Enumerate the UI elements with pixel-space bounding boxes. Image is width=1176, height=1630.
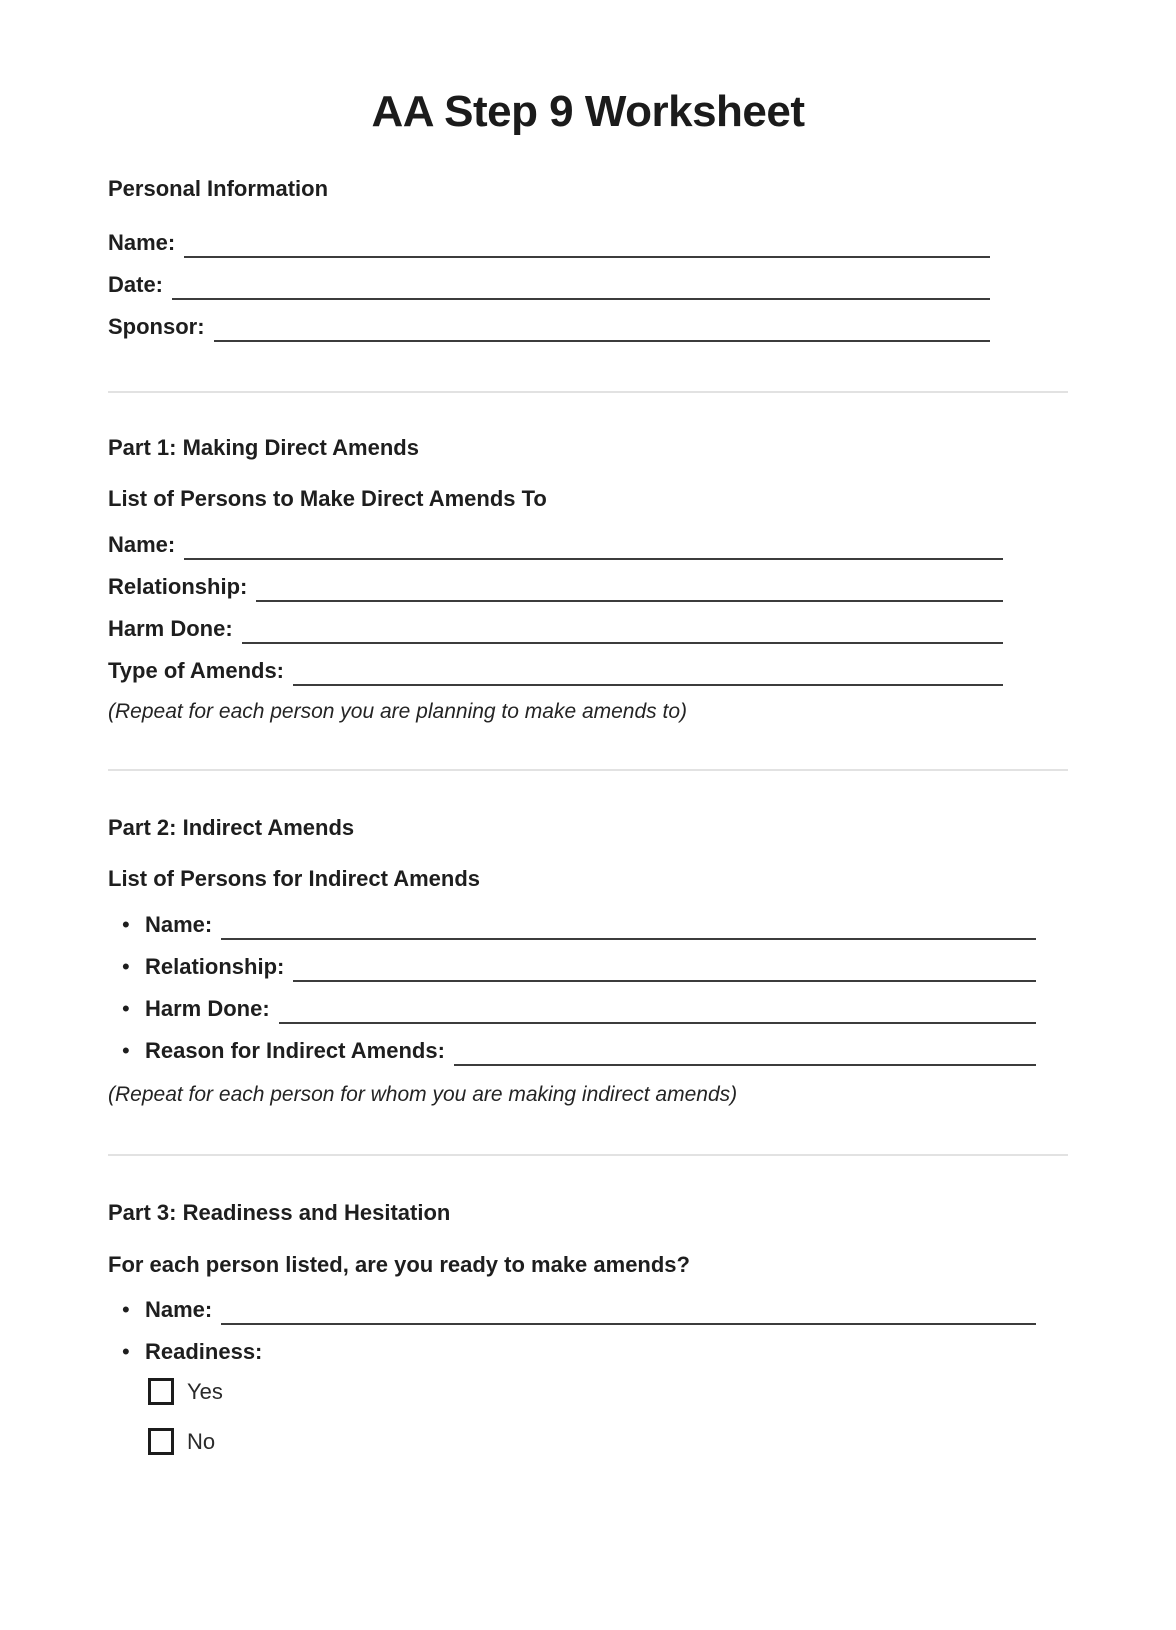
part1-name-input-line[interactable] — [184, 538, 1003, 560]
personal-date-field — [108, 274, 1068, 296]
readiness-yes-checkbox[interactable] — [148, 1378, 174, 1405]
part1-relationship-label: Relationship: — [108, 574, 248, 599]
bullet-icon: • — [122, 912, 130, 937]
part1-harm-done-input-line[interactable] — [242, 622, 1003, 644]
part1-harm-done-label: Harm Done: — [108, 616, 233, 641]
part3-name-input-line[interactable] — [221, 1303, 1036, 1325]
personal-sponsor-field — [108, 316, 1068, 338]
part2-repeat-note: (Repeat for each person for whom you are making indirect amends) — [108, 1083, 738, 1106]
part1-type-of-amends-label: Type of Amends: — [108, 658, 285, 683]
part2-harm-done-label: Harm Done: — [145, 996, 270, 1021]
part1-heading: Part 1: Making Direct Amends — [108, 435, 419, 460]
personal-date-input-line[interactable] — [172, 278, 990, 300]
part2-heading: Part 2: Indirect Amends — [108, 815, 355, 840]
section-divider — [108, 1154, 1068, 1156]
part2-reason-field — [122, 1040, 1068, 1062]
part1-name-field — [108, 534, 1068, 556]
personal-info-heading: Personal Information — [108, 176, 329, 201]
part1-harm-done-field — [108, 618, 1068, 640]
part2-reason-input-line[interactable] — [454, 1044, 1036, 1066]
personal-name-input-line[interactable] — [184, 236, 990, 258]
page-title: AA Step 9 Worksheet — [371, 87, 805, 136]
part2-reason-label: Reason for Indirect Amends: — [145, 1038, 445, 1063]
part2-relationship-field — [122, 956, 1068, 978]
part3-name-label: Name: — [145, 1297, 213, 1322]
part2-relationship-input-line[interactable] — [293, 960, 1036, 982]
readiness-no-option — [148, 1428, 1068, 1455]
bullet-icon: • — [122, 996, 130, 1021]
part1-type-of-amends-field — [108, 660, 1068, 682]
part2-harm-done-input-line[interactable] — [279, 1002, 1036, 1024]
part1-relationship-input-line[interactable] — [256, 580, 1003, 602]
bullet-icon: • — [122, 1297, 130, 1322]
personal-name-label: Name: — [108, 230, 176, 255]
part1-relationship-field — [108, 576, 1068, 598]
part3-readiness-row — [122, 1341, 1068, 1363]
part3-heading: Part 3: Readiness and Hesitation — [108, 1200, 451, 1225]
part3-subheading: For each person listed, are you ready to make amends? — [108, 1252, 690, 1277]
bullet-icon: • — [122, 954, 130, 979]
readiness-yes-label: Yes — [187, 1378, 223, 1404]
readiness-no-checkbox[interactable] — [148, 1428, 174, 1455]
part2-harm-done-field — [122, 998, 1068, 1020]
personal-sponsor-input-line[interactable] — [214, 320, 990, 342]
part2-name-field — [122, 914, 1068, 936]
personal-name-field — [108, 232, 1068, 254]
section-divider — [108, 391, 1068, 393]
part2-relationship-label: Relationship: — [145, 954, 285, 979]
readiness-no-label: No — [187, 1428, 216, 1454]
part1-name-label: Name: — [108, 532, 176, 557]
part3-name-field — [122, 1299, 1068, 1321]
part1-subheading: List of Persons to Make Direct Amends To — [108, 486, 547, 511]
bullet-icon: • — [122, 1038, 130, 1063]
part2-name-input-line[interactable] — [221, 918, 1036, 940]
part1-type-of-amends-input-line[interactable] — [293, 664, 1003, 686]
part2-subheading: List of Persons for Indirect Amends — [108, 866, 481, 891]
part2-name-label: Name: — [145, 912, 213, 937]
part1-repeat-note: (Repeat for each person you are planning to make amends to) — [108, 700, 688, 723]
personal-sponsor-label: Sponsor: — [108, 314, 205, 339]
readiness-yes-option — [148, 1378, 1068, 1405]
section-divider — [108, 769, 1068, 771]
bullet-icon: • — [122, 1339, 130, 1364]
personal-date-label: Date: — [108, 272, 164, 297]
part3-readiness-label: Readiness: — [145, 1339, 263, 1364]
